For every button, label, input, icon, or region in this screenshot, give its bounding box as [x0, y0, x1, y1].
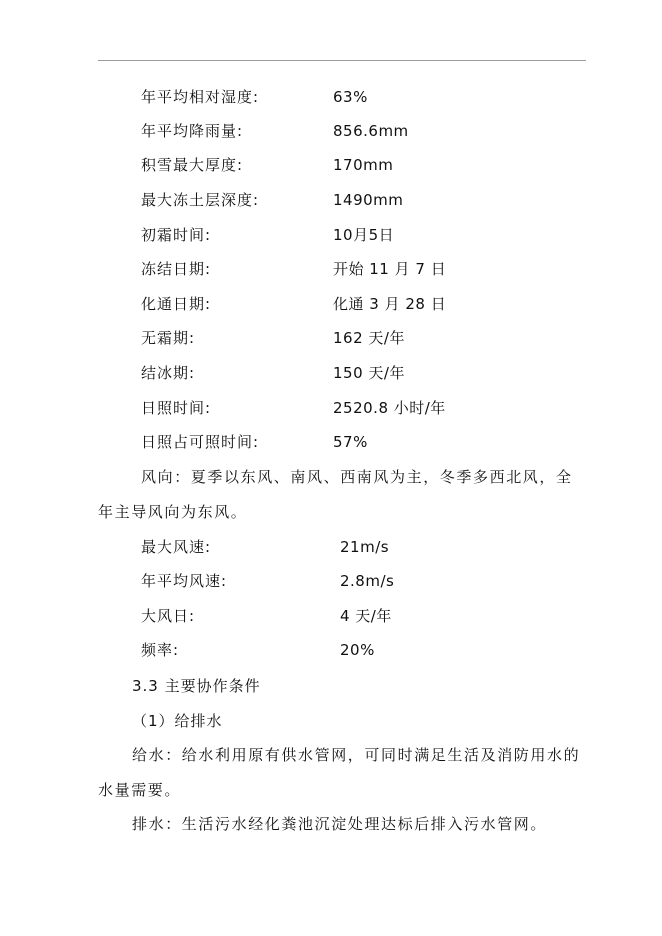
- drainage-line: 排水：生活污水经化粪池沉淀处理达标后排入污水管网。: [132, 815, 548, 833]
- climate-value: 63%: [333, 88, 368, 106]
- wind-direction-line: 年主导风向为东风。: [98, 503, 248, 521]
- climate-label: 化通日期:: [141, 295, 212, 313]
- climate-value: 162 天/年: [333, 329, 405, 347]
- wind-label: 大风日:: [141, 607, 196, 625]
- wind-label: 频率:: [141, 641, 180, 659]
- climate-label: 初霜时间:: [141, 226, 212, 244]
- water-supply-line: 给水：给水利用原有供水管网，可同时满足生活及消防用水的: [132, 746, 581, 764]
- climate-value: 170mm: [333, 156, 394, 174]
- climate-label: 日照占可照时间:: [141, 433, 260, 451]
- climate-value: 856.6mm: [333, 122, 409, 140]
- section-heading: 3.3 主要协作条件: [132, 677, 261, 695]
- climate-label: 结冰期:: [141, 364, 196, 382]
- climate-label: 年平均降雨量:: [141, 122, 244, 140]
- subsection-heading: （1）给排水: [132, 712, 223, 730]
- climate-label: 年平均相对湿度:: [141, 88, 260, 106]
- wind-direction-line: 风向：夏季以东风、南风、西南风为主，冬季多西北风，全: [141, 468, 573, 486]
- climate-value: 1490mm: [333, 191, 404, 209]
- climate-label: 积雪最大厚度:: [141, 156, 244, 174]
- climate-value: 开始 11 月 7 日: [333, 260, 447, 278]
- climate-value: 150 天/年: [333, 364, 405, 382]
- wind-value: 2.8m/s: [340, 572, 395, 590]
- wind-label: 年平均风速:: [141, 572, 228, 590]
- climate-value: 化通 3 月 28 日: [333, 295, 447, 313]
- wind-value: 4 天/年: [340, 607, 392, 625]
- climate-label: 无霜期:: [141, 329, 196, 347]
- wind-label: 最大风速:: [141, 538, 212, 556]
- climate-label: 最大冻土层深度:: [141, 191, 260, 209]
- climate-value: 10月5日: [333, 226, 395, 244]
- header-rule: [98, 60, 586, 61]
- water-supply-line: 水量需要。: [98, 781, 182, 799]
- wind-value: 21m/s: [340, 538, 390, 556]
- climate-value: 57%: [333, 433, 368, 451]
- wind-value: 20%: [340, 641, 375, 659]
- climate-value: 2520.8 小时/年: [333, 399, 446, 417]
- climate-label: 冻结日期:: [141, 260, 212, 278]
- climate-label: 日照时间:: [141, 399, 212, 417]
